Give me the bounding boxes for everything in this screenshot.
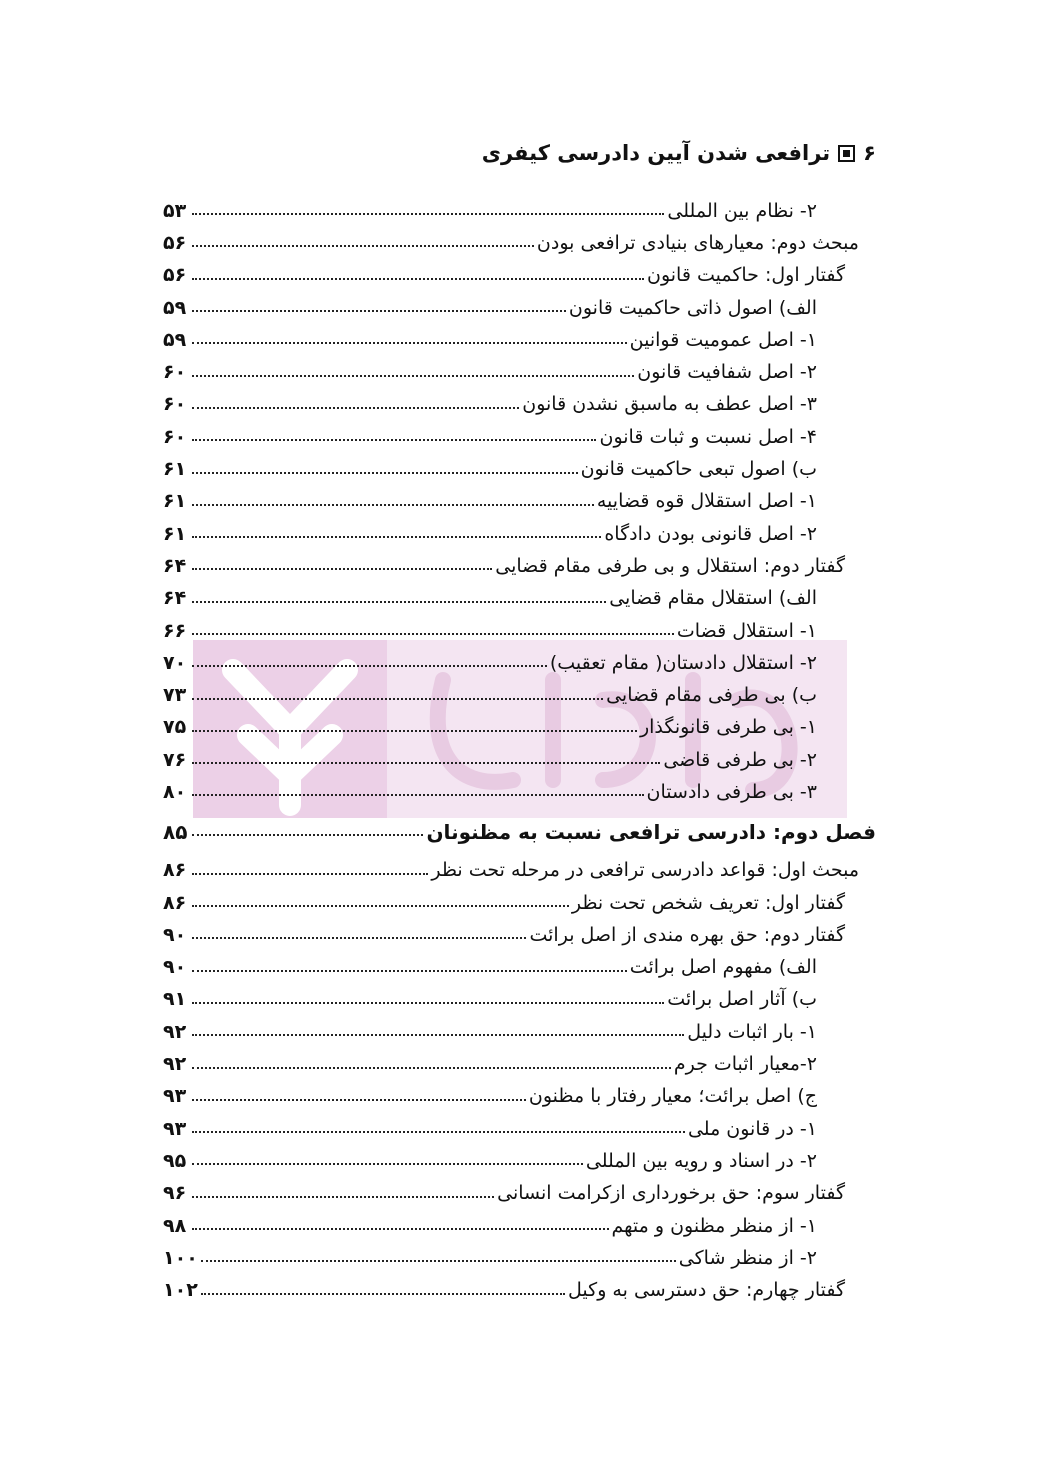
toc-entry xyxy=(163,1210,876,1242)
dot-leader xyxy=(192,698,603,700)
toc-entry-title: الف) استقلال مقام قضایی xyxy=(609,587,817,610)
toc-entry-title: ۳- بی طرفی دادستان xyxy=(646,780,817,803)
dot-leader xyxy=(201,1260,676,1262)
toc-entry xyxy=(163,744,876,776)
table-of-contents xyxy=(163,195,876,1307)
toc-entry-page: ۶۰ xyxy=(163,425,187,448)
dot-leader xyxy=(192,762,660,764)
toc-entry-page: ۶۱ xyxy=(163,522,187,545)
toc-entry xyxy=(163,855,876,887)
toc-entry xyxy=(163,421,876,453)
dot-leader xyxy=(192,1067,671,1069)
toc-entry-title: ۲- از منظر شاکی xyxy=(678,1246,817,1269)
dot-leader xyxy=(192,834,423,836)
toc-entry xyxy=(163,679,876,711)
dot-leader xyxy=(192,342,627,344)
toc-entry-page: ۱۰۲ xyxy=(163,1279,198,1302)
toc-entry-page: ۵۶ xyxy=(163,231,187,254)
toc-entry-title: گفتار دوم: حق بهره مندی از اصل برائت xyxy=(529,923,845,946)
toc-entry-title: ب) بی طرفی مقام قضایی xyxy=(606,684,817,707)
toc-entry xyxy=(163,1048,876,1080)
dot-leader xyxy=(192,1163,583,1165)
toc-entry-title: مبحث دوم: معیارهای بنیادی ترافعی بودن xyxy=(536,231,859,254)
dot-leader xyxy=(192,1196,494,1198)
toc-entry xyxy=(163,919,876,951)
toc-entry-title: ۲- نظام بین المللی xyxy=(667,199,817,222)
toc-entry xyxy=(163,356,876,388)
toc-entry-page: ۷۵ xyxy=(163,716,187,739)
toc-entry xyxy=(163,292,876,324)
toc-entry-title: فصل دوم: دادرسی ترافعی نسبت به مظنونان xyxy=(426,819,876,844)
toc-entry-page: ۹۵ xyxy=(163,1149,187,1172)
toc-entry-page: ۵۹ xyxy=(163,296,187,319)
toc-entry xyxy=(163,615,876,647)
dot-leader xyxy=(192,873,428,875)
toc-entry-page: ۸۰ xyxy=(163,780,187,803)
toc-entry-title: ۱- بار اثبات دلیل xyxy=(687,1020,817,1043)
toc-entry-title: گفتار اول: حاکمیت قانون xyxy=(646,264,845,287)
toc-entry-page: ۹۳ xyxy=(163,1117,187,1140)
toc-entry-page: ۸۶ xyxy=(163,859,187,882)
toc-entry xyxy=(163,260,876,292)
toc-entry-page: ۸۵ xyxy=(163,819,188,844)
toc-entry-page: ۹۳ xyxy=(163,1085,187,1108)
toc-entry xyxy=(163,776,876,808)
dot-leader xyxy=(192,310,566,312)
header-title: ترافعی شدن آیین دادرسی کیفری xyxy=(481,141,831,165)
toc-entry-page: ۶۶ xyxy=(163,619,187,642)
dot-leader xyxy=(192,601,606,603)
toc-entry-title: گفتار اول: تعریف شخص تحت نظر xyxy=(571,891,845,914)
toc-entry-page: ۶۰ xyxy=(163,393,187,416)
toc-entry-title: ۲- در اسناد و رویه بین المللی xyxy=(585,1149,817,1172)
toc-entry-page: ۹۱ xyxy=(163,988,187,1011)
toc-entry xyxy=(163,1113,876,1145)
toc-entry xyxy=(163,324,876,356)
toc-entry xyxy=(163,984,876,1016)
toc-entry-title: الف) مفهوم اصل برائت xyxy=(629,956,817,979)
dot-leader xyxy=(192,213,664,215)
toc-entry-title: ۲- بی طرفی قاضی xyxy=(663,748,817,771)
toc-entry xyxy=(163,1016,876,1048)
toc-entry-title: گفتار دوم: استقلال و بی طرفی مقام قضایی xyxy=(495,554,845,577)
toc-entry xyxy=(163,1242,876,1274)
toc-entry-title: گفتار سوم: حق برخورداری ازکرامت انسانی xyxy=(497,1182,845,1205)
toc-entry-page: ۸۶ xyxy=(163,891,187,914)
toc-entry-title: ج) اصل برائت؛ معیار رفتار با مظنون xyxy=(528,1085,817,1108)
toc-entry-title: ۱- از منظر مظنون و متهم xyxy=(611,1214,817,1237)
toc-entry-page: ۹۰ xyxy=(163,923,187,946)
dot-leader xyxy=(192,375,634,377)
toc-entry-page: ۷۶ xyxy=(163,748,187,771)
toc-entry-title: ب) آثار اصل برائت xyxy=(667,988,817,1011)
toc-entry-title: ب) اصول تبعی حاکمیت قانون xyxy=(580,458,817,481)
dot-leader xyxy=(192,439,596,441)
toc-entry-title: ۴- اصل نسبت و ثبات قانون xyxy=(599,425,817,448)
toc-entry xyxy=(163,453,876,485)
dot-leader xyxy=(192,937,526,939)
dot-leader xyxy=(192,472,578,474)
toc-entry xyxy=(163,1081,876,1113)
dot-leader xyxy=(192,1034,684,1036)
toc-entry xyxy=(163,389,876,421)
toc-entry-page: ۹۲ xyxy=(163,1020,187,1043)
toc-entry xyxy=(163,647,876,679)
running-header xyxy=(482,135,876,171)
toc-entry xyxy=(163,1178,876,1210)
toc-entry-title: ۳- اصل عطف به ماسبق نشدن قانون xyxy=(522,393,817,416)
toc-entry-page: ۶۰ xyxy=(163,361,187,384)
toc-entry xyxy=(163,1275,876,1307)
dot-leader xyxy=(192,568,492,570)
toc-entry-title: ۱- در قانون ملی xyxy=(687,1117,817,1140)
square-bullet-icon xyxy=(838,145,855,162)
toc-entry-page: ۹۲ xyxy=(163,1053,187,1076)
dot-leader xyxy=(192,245,534,247)
toc-entry-page: ۶۴ xyxy=(163,554,187,577)
toc-entry xyxy=(163,887,876,919)
dot-leader xyxy=(192,905,569,907)
dot-leader xyxy=(192,970,627,972)
toc-entry-title: ۱- بی طرفی قانونگذار xyxy=(639,716,817,739)
toc-entry-page: ۵۳ xyxy=(163,199,187,222)
toc-entry xyxy=(163,712,876,744)
dot-leader xyxy=(192,1099,526,1101)
toc-entry-title: مبحث اول: قواعد دادرسی ترافعی در مرحله تحت نظر xyxy=(431,859,859,882)
toc-entry-page: ۷۰ xyxy=(163,651,187,674)
dot-leader xyxy=(192,633,674,635)
toc-entry xyxy=(163,583,876,615)
toc-entry xyxy=(163,195,876,227)
dot-leader xyxy=(192,536,601,538)
toc-entry xyxy=(163,550,876,582)
toc-entry-page: ۹۶ xyxy=(163,1182,187,1205)
toc-entry-page: ۹۰ xyxy=(163,956,187,979)
dot-leader xyxy=(192,1002,664,1004)
toc-entry-page: ۹۸ xyxy=(163,1214,187,1237)
toc-chapter-row xyxy=(163,809,876,855)
header-page-number: ۶ xyxy=(863,141,876,165)
dot-leader xyxy=(192,1228,609,1230)
toc-entry xyxy=(163,1145,876,1177)
dot-leader xyxy=(192,1131,685,1133)
toc-entry-title: ۲- استقلال دادستان( مقام تعقیب) xyxy=(549,651,817,674)
toc-entry xyxy=(163,227,876,259)
toc-entry-title: ۲- اصل قانونی بودن دادگاه xyxy=(604,522,817,545)
dot-leader xyxy=(192,278,644,280)
toc-entry-page: ۶۱ xyxy=(163,458,187,481)
toc-entry-page: ۱۰۰ xyxy=(163,1246,198,1269)
dot-leader xyxy=(192,504,594,506)
toc-entry-page: ۵۹ xyxy=(163,328,187,351)
toc-entry xyxy=(163,486,876,518)
toc-entry-page: ۶۴ xyxy=(163,587,187,610)
toc-entry xyxy=(163,518,876,550)
toc-entry-title: ۱- اصل عمومیت قوانین xyxy=(629,328,817,351)
dot-leader xyxy=(201,1293,565,1295)
toc-entry-title: ۱- استقلال قضات xyxy=(676,619,817,642)
toc-entry-title: ۲-معیار اثبات جرم xyxy=(673,1053,817,1076)
toc-entry-page: ۵۶ xyxy=(163,264,187,287)
dot-leader xyxy=(192,407,519,409)
toc-entry-page: ۷۳ xyxy=(163,684,187,707)
toc-entry-title: ۲- اصل شفافیت قانون xyxy=(637,361,817,384)
toc-entry-title: الف) اصول ذاتی حاکمیت قانون xyxy=(568,296,817,319)
dot-leader xyxy=(192,730,637,732)
toc-entry-title: ۱- اصل استقلال قوه قضاییه xyxy=(596,490,817,513)
toc-entry-page: ۶۱ xyxy=(163,490,187,513)
dot-leader xyxy=(192,665,547,667)
dot-leader xyxy=(192,794,644,796)
toc-entry-title: گفتار چهارم: حق دسترسی به وکیل xyxy=(568,1279,845,1302)
toc-entry xyxy=(163,952,876,984)
